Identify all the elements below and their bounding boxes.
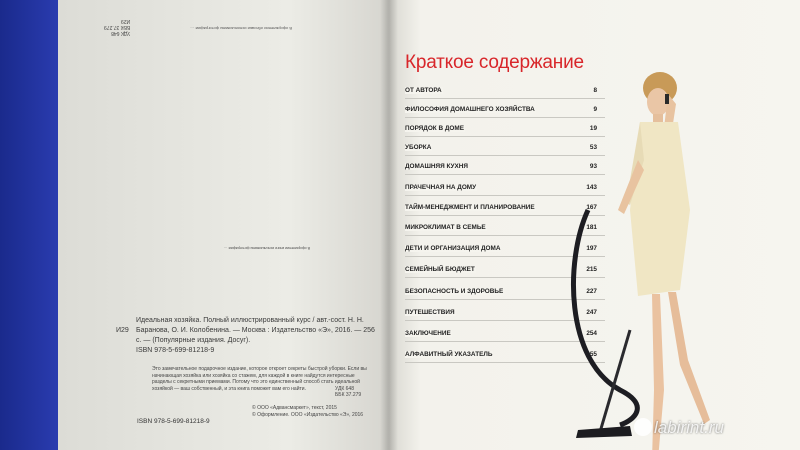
toc-item-page: 9	[593, 106, 597, 113]
toc-item-label: ПУТЕШЕСТВИЯ	[405, 309, 455, 316]
toc-item-label: ТАЙМ-МЕНЕДЖМЕНТ И ПЛАНИРОВАНИЕ	[405, 204, 535, 211]
toc-item-label: БЕЗОПАСНОСТЬ И ЗДОРОВЬЕ	[405, 288, 504, 295]
watermark-text: labirint.ru	[654, 418, 724, 437]
index-line: И29	[121, 18, 131, 24]
toc-item-label: ПРАЧЕЧНАЯ НА ДОМУ	[405, 184, 477, 191]
toc-title: Краткое содержание	[405, 52, 584, 73]
udk-top	[104, 18, 130, 36]
catalog-index: И29	[116, 327, 129, 334]
toc-item-page: 181	[586, 224, 597, 231]
toc-item-label: ОТ АВТОРА	[405, 87, 442, 94]
toc-item-page: 167	[586, 204, 597, 211]
toc-item-page: 143	[586, 184, 597, 191]
photo-credits-text: В оформлении книги использованы фотографии: ...	[223, 246, 310, 250]
toc-item-page: 53	[589, 144, 597, 151]
bbk-line: ББК 37.279	[104, 24, 131, 30]
toc-item-page: 215	[586, 266, 597, 273]
bbk-line: ББК 37.279	[335, 392, 362, 398]
udk-line: УДК 648	[111, 30, 131, 36]
toc-item-label: УБОРКА	[405, 144, 432, 151]
udk-line: УДК 648	[335, 386, 354, 392]
toc-item-page: 197	[586, 245, 597, 252]
isbn: ISBN 978-5-699-81218-9	[137, 418, 210, 425]
woman-with-vacuum-illustration	[560, 60, 730, 450]
copyright-lines	[252, 405, 363, 418]
toc-item-page: 93	[589, 163, 597, 170]
watermark-logo-icon	[634, 418, 652, 436]
toc-item-label: ДОМАШНЯЯ КУХНЯ	[405, 163, 468, 170]
photo-credit: В оформлении обложки использованы фотографии: ...	[190, 26, 292, 31]
udk-bottom	[335, 386, 361, 398]
toc-item-page: 247	[586, 309, 597, 316]
toc-item-label: ДЕТИ И ОРГАНИЗАЦИЯ ДОМА	[405, 245, 501, 252]
catalog-isbn: ISBN 978-5-699-81218-9	[136, 347, 215, 354]
toc-item-page: 255	[586, 351, 597, 358]
annotation-text: Это замечательное подарочное издание, которое откроет секреты быстрой уборки. Если вы начинающая хозяйка или хозяйка со стажем, для каждой в книге найдутся интересные разделы с секретными приемами. Потому что это единственный способ стать идеальной хозяйкой — ваш собственный, и эта книга поможет вам его найти.	[152, 366, 367, 392]
catalog-entry	[116, 316, 376, 356]
book-cover-edge	[0, 0, 60, 450]
book-spine-shadow	[380, 0, 398, 450]
toc-item-label: ПОРЯДОК В ДОМЕ	[405, 125, 464, 132]
toc-item-page: 227	[586, 288, 597, 295]
copyright-line: © ООО «Адвансмаркет», текст, 2015	[252, 405, 337, 411]
photo-credits-block	[95, 55, 310, 250]
toc-item-page: 19	[589, 125, 597, 132]
toc-item-page: 8	[593, 87, 597, 94]
toc-item-label: ФИЛОСОФИЯ ДОМАШНЕГО ХОЗЯЙСТВА	[405, 106, 535, 113]
toc-item-label: АЛФАВИТНЫЙ УКАЗАТЕЛЬ	[405, 351, 493, 358]
toc-item-label: МИКРОКЛИМАТ В СЕМЬЕ	[405, 224, 486, 231]
toc-item-page: 254	[586, 330, 597, 337]
catalog-description: Идеальная хозяйка. Полный иллюстрированный курс / авт.-сост. Н. Н. Баранова, О. И. Колобенина. — Москва : Издательство «Э», 2016. — 256 с. — (Популярные издания. Досуг).	[136, 317, 375, 344]
toc-item-label: СЕМЕЙНЫЙ БЮДЖЕТ	[405, 266, 475, 273]
toc-item-label: ЗАКЛЮЧЕНИЕ	[405, 330, 451, 337]
copyright-line: © Оформление. ООО «Издательство «Э», 2016	[252, 411, 364, 418]
